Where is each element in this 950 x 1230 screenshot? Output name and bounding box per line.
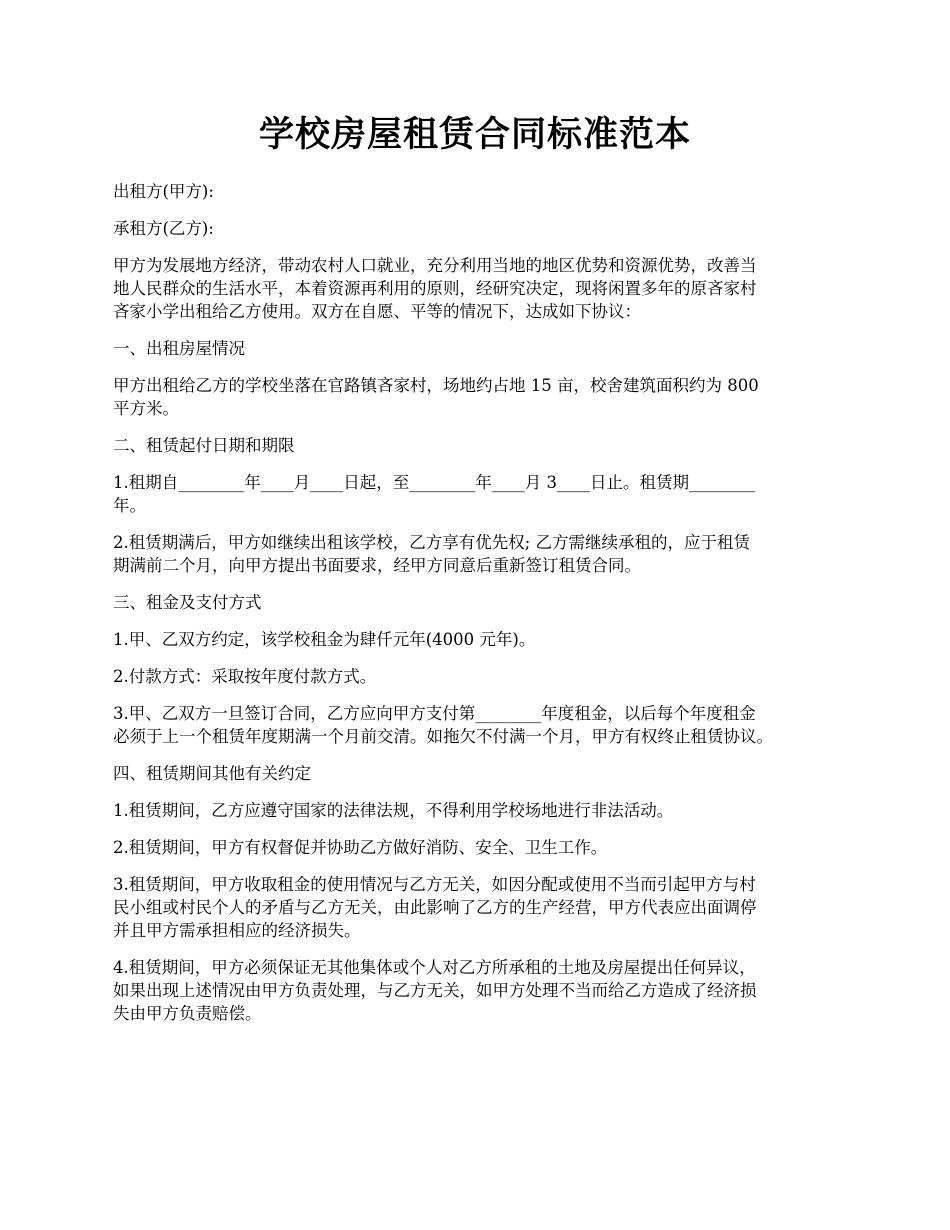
text-line: 并且甲方需承担相应的经济损失。 <box>113 921 361 940</box>
section-3-item-1 <box>113 628 853 651</box>
text-line: 2.租赁期间，甲方有权督促并协助乙方做好消防、安全、卫生工作。 <box>113 838 608 857</box>
document-body <box>113 180 853 1039</box>
text-line: 四、租赁期间其他有关约定 <box>113 764 311 783</box>
section-4-item-2 <box>113 836 853 859</box>
text-line: 地人民群众的生活水平，本着资源再利用的原则，经研究决定，现将闲置多年的原吝家村 <box>113 279 757 298</box>
text-line: 2.租赁期满后，甲方如继续出租该学校，乙方享有优先权; 乙方需继续承租的，应于租赁 <box>113 533 751 552</box>
text-line: 吝家小学出租给乙方使用。双方在自愿、平等的情况下，达成如下协议： <box>113 302 641 321</box>
party-b-line <box>113 217 853 240</box>
text-line: 3.租赁期间，甲方收取租金的使用情况与乙方无关，如因分配或使用不当而引起甲方与村 <box>113 875 756 894</box>
section-4-item-3 <box>113 873 853 942</box>
text-line: 平方米。 <box>113 399 179 418</box>
text-line: 2.付款方式：采取按年度付款方式。 <box>113 667 377 686</box>
party-a-line <box>113 180 853 203</box>
text-line: 1.租赁期间，乙方应遵守国家的法律法规，不得利用学校场地进行非法活动。 <box>113 801 674 820</box>
text-line: 二、租赁起付日期和期限 <box>113 436 295 455</box>
section-2-item-1 <box>113 471 853 517</box>
text-line: 1.甲、乙双方约定，该学校租金为肆仟元年(4000 元年)。 <box>113 630 536 649</box>
text-line: 必须于上一个租赁年度期满一个月前交清。如拖欠不付满一个月，甲方有权终止租赁协议。 <box>113 727 773 746</box>
text-line: 承租方(乙方): <box>113 219 214 238</box>
section-3-item-2 <box>113 665 853 688</box>
text-line: 失由甲方负责赔偿。 <box>113 1004 262 1023</box>
section-heading-2 <box>113 434 853 457</box>
text-line: 1.租期自________年____月____日起，至________年____月 3____日止。租赁期________ <box>113 473 755 492</box>
text-line: 甲方为发展地方经济，带动农村人口就业，充分利用当地的地区优势和资源优势，改善当 <box>113 256 757 275</box>
text-line: 年。 <box>113 496 146 515</box>
text-line: 4.租赁期间，甲方必须保证无其他集体或个人对乙方所承租的土地及房屋提出任何异议， <box>113 958 756 977</box>
section-4-item-1 <box>113 799 853 822</box>
section-heading-1 <box>113 337 853 360</box>
text-line: 期满前二个月，向甲方提出书面要求，经甲方同意后重新签订租赁合同。 <box>113 556 641 575</box>
text-line: 民小组或村民个人的矛盾与乙方无关，由此影响了乙方的生产经营，甲方代表应出面调停 <box>113 898 757 917</box>
document-title: 学校房屋租赁合同标准范本 <box>258 115 691 155</box>
section-heading-3 <box>113 591 853 614</box>
text-line: 3.甲、乙双方一旦签订合同，乙方应向甲方支付第________年度租金，以后每个年度租金 <box>113 704 756 723</box>
section-2-item-2 <box>113 531 853 577</box>
text-line: 如果出现上述情况由甲方负责处理，与乙方无关，如甲方处理不当而给乙方造成了经济损 <box>113 981 757 1000</box>
text-line: 甲方出租给乙方的学校坐落在官路镇吝家村，场地约占地 15 亩，校舍建筑面积约为 800 <box>113 376 759 395</box>
section-heading-4 <box>113 762 853 785</box>
section-4-item-4 <box>113 956 853 1025</box>
text-line: 一、出租房屋情况 <box>113 339 245 358</box>
section-1-paragraph <box>113 374 853 420</box>
text-line: 出租方(甲方): <box>113 182 214 201</box>
text-line: 三、租金及支付方式 <box>113 593 262 612</box>
section-3-item-3 <box>113 702 853 748</box>
intro-paragraph <box>113 254 853 323</box>
